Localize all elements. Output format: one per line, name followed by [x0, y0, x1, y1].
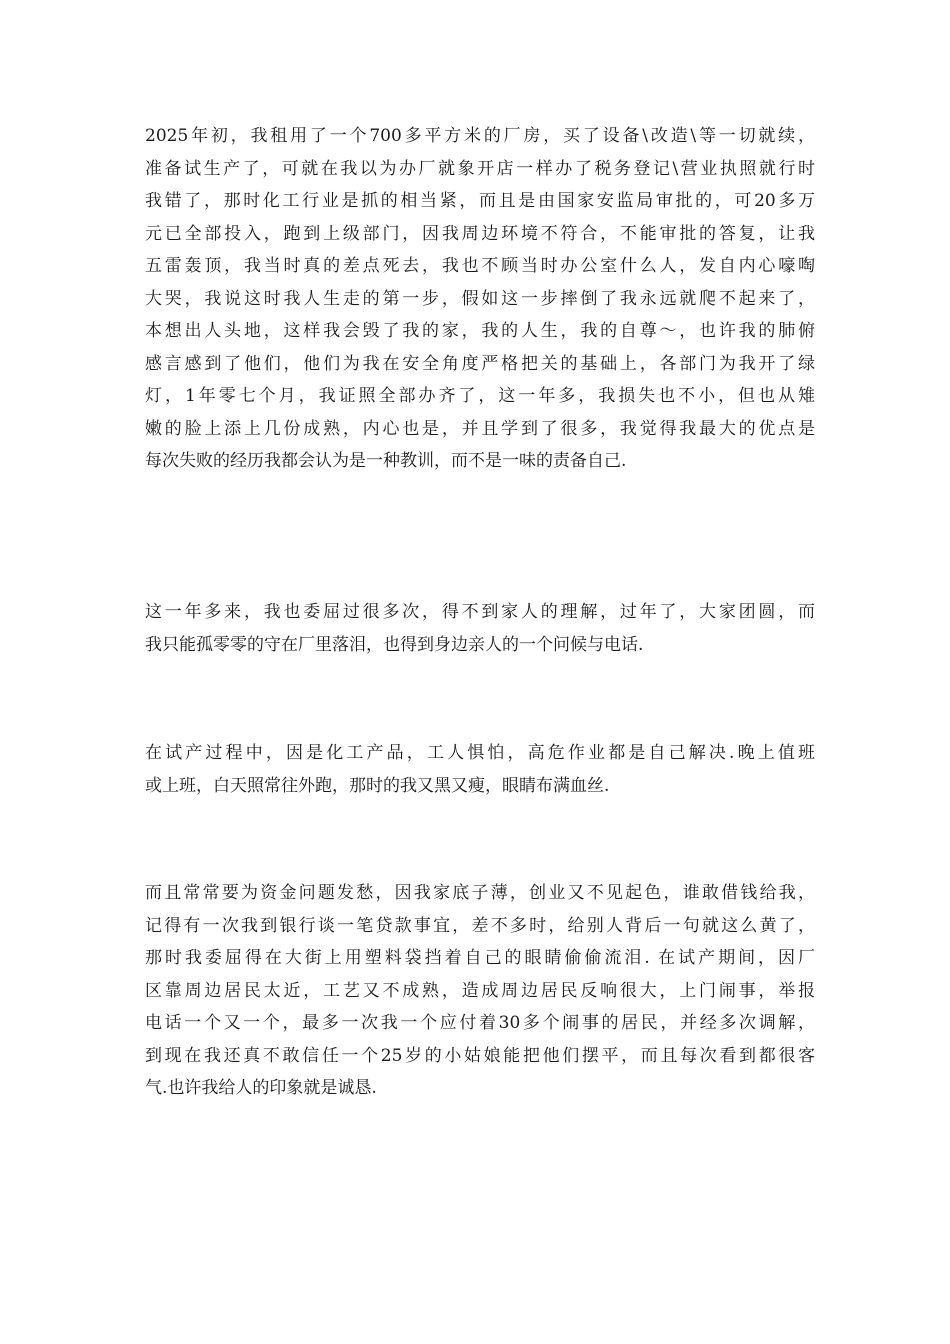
- text-line: 而且常常要为资金问题发愁，因我家底子薄，创业又不见起色，谁敢借钱给我，: [145, 883, 815, 903]
- text-line: 气.也许我给人的印象就是诚恳.: [145, 1078, 377, 1098]
- text-line: 2025年初，我租用了一个700多平方米的厂房，买了设备\改造\等一切就续，: [145, 126, 815, 146]
- text-line: 到现在我还真不敢信任一个25岁的小姑娘能把他们摆平，而且每次看到都很客: [145, 1045, 815, 1066]
- text-line: 电话一个又一个，最多一次我一个应付着30多个闹事的居民，并经多次调解，: [145, 1013, 815, 1033]
- paragraph-2: [145, 596, 815, 661]
- text-line: 那时我委屈得在大街上用塑料袋挡着自己的眼睛偷偷流泪. 在试产期间，因厂: [145, 948, 815, 968]
- paragraph-3: [145, 737, 815, 802]
- text-line: 感言感到了他们，他们为我在安全角度严格把关的基础上，各部门为我开了绿: [145, 353, 815, 374]
- text-line: 记得有一次我到银行谈一笔贷款事宜，差不多时，给别人背后一句就这么黄了，: [145, 915, 815, 936]
- text-line: 我只能孤零零的守在厂里落泪，也得到身边亲人的一个问候与电话.: [145, 634, 644, 655]
- text-line: 元已全部投入，跑到上级部门，因我周边环境不符合，不能审批的答复，让我: [145, 223, 815, 244]
- text-line: 在试产过程中，因是化工产品，工人惧怕，高危作业都是自己解决.晚上值班: [145, 743, 815, 763]
- text-line: 本想出人头地，这样我会毁了我的家，我的人生，我的自尊～，也许我的肺俯: [145, 321, 815, 341]
- text-line: 这一年多来，我也委屈过很多次，得不到家人的理解，过年了，大家团圆，而: [145, 602, 815, 622]
- text-line: 每次失败的经历我都会认为是一种教训，而不是一味的责备自己.: [145, 451, 627, 471]
- text-line: 灯，1年零七个月，我证照全部办齐了，这一年多，我损失也不小，但也从雉: [145, 386, 815, 406]
- text-line: 区靠周边居民太近，工艺又不成熟，造成周边居民反响很大，上门闹事，举报: [145, 980, 815, 1001]
- paragraph-4: [145, 877, 815, 1105]
- text-line: 五雷轰顶，我当时真的差点死去，我也不顾当时办公室什么人，发自内心嚎啕: [145, 256, 815, 276]
- text-line: 大哭，我说这时我人生走的第一步，假如这一步摔倒了我永远就爬不起来了，: [145, 288, 815, 309]
- paragraph-1: [145, 120, 815, 478]
- text-line: 我错了，那时化工行业是抓的相当紧，而且是由国家安监局审批的，可20多万: [145, 191, 815, 211]
- text-line: 或上班，白天照常往外跑，那时的我又黑又瘦，眼睛布满血丝.: [145, 775, 610, 796]
- text-line: 准备试生产了，可就在我以为办厂就象开店一样办了税务登记\营业执照就行时: [145, 158, 815, 179]
- text-line: 嫩的脸上添上几份成熟，内心也是，并且学到了很多，我觉得我最大的优点是: [145, 418, 815, 439]
